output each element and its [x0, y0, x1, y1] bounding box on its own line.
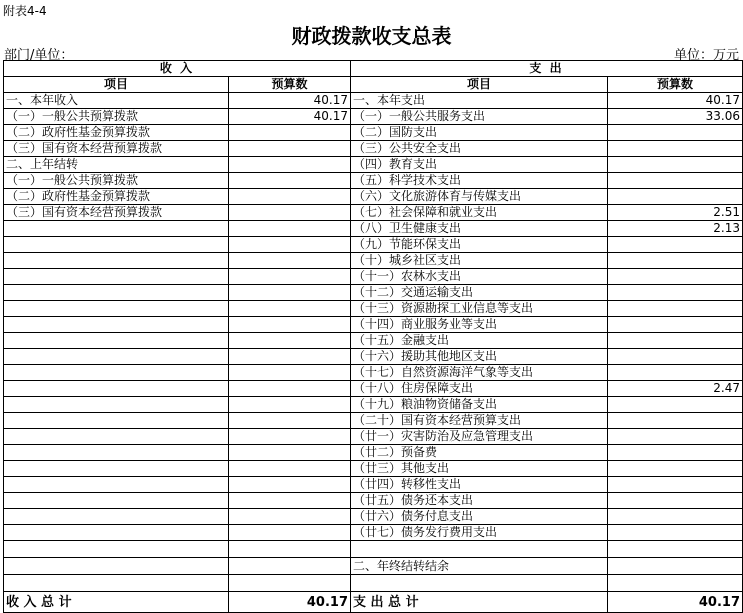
- expense-value-cell: [608, 413, 743, 429]
- income-value-cell: [229, 413, 351, 429]
- table-row: [4, 157, 743, 173]
- expense-value-cell: [608, 173, 743, 189]
- expense-item-cell: （二）国防支出: [351, 125, 608, 141]
- column-header-row: [4, 77, 743, 93]
- income-item-cell: [4, 461, 229, 477]
- income-value-cell: [229, 477, 351, 493]
- income-value-cell: [229, 157, 351, 173]
- expense-item-cell: （廿四）转移性支出: [351, 477, 608, 493]
- expense-item-cell: （十七）自然资源海洋气象等支出: [351, 365, 608, 381]
- expense-item-cell: 二、年终结转结余: [351, 558, 608, 575]
- income-budget-header: 预算数: [229, 77, 351, 93]
- expense-value-cell: [608, 157, 743, 173]
- income-value-cell: [229, 525, 351, 541]
- expense-budget-header: 预算数: [608, 77, 743, 93]
- income-item-cell: [4, 493, 229, 509]
- income-item-cell: [4, 285, 229, 301]
- income-value-cell: [229, 253, 351, 269]
- income-item-cell: [4, 509, 229, 525]
- expense-item-cell: （廿七）债务发行费用支出: [351, 525, 608, 541]
- expense-value-cell: [608, 397, 743, 413]
- expense-value-cell: [608, 189, 743, 205]
- unit-label: 单位：万元: [673, 48, 739, 63]
- income-item-cell: （二）政府性基金预算拨款: [4, 125, 229, 141]
- expense-item-cell: （廿一）灾害防治及应急管理支出: [351, 429, 608, 445]
- expense-item-cell: （十三）资源勘探工业信息等支出: [351, 301, 608, 317]
- expense-value-cell: 2.13: [608, 221, 743, 237]
- expense-total-value: 40.17: [608, 592, 743, 613]
- table-row: [4, 141, 743, 157]
- expense-item-cell: （三）公共安全支出: [351, 141, 608, 157]
- income-item-cell: [4, 397, 229, 413]
- income-value-cell: [229, 381, 351, 397]
- income-item-cell: [4, 445, 229, 461]
- table-row: [4, 269, 743, 285]
- expense-total-label: 支 出 总 计: [351, 592, 608, 613]
- table-row: [4, 189, 743, 205]
- expense-item-cell: （七）社会保障和就业支出: [351, 205, 608, 221]
- income-item-cell: [4, 333, 229, 349]
- table-row: [4, 317, 743, 333]
- income-total-value: 40.17: [229, 592, 351, 613]
- table-row: [4, 109, 743, 125]
- expense-value-cell: 33.06: [608, 109, 743, 125]
- table-row: [4, 509, 743, 525]
- income-value-cell: [229, 317, 351, 333]
- expense-group-header: 支 出: [351, 61, 743, 77]
- table-row: [4, 365, 743, 381]
- income-value-cell: [229, 189, 351, 205]
- expense-value-cell: 2.51: [608, 205, 743, 221]
- expense-value-cell: 40.17: [608, 93, 743, 109]
- income-value-cell: [229, 365, 351, 381]
- income-item-cell: [4, 541, 229, 558]
- income-item-cell: [4, 429, 229, 445]
- expense-item-cell: （十一）农林水支出: [351, 269, 608, 285]
- expense-item-cell: （四）教育支出: [351, 157, 608, 173]
- table-row: [4, 413, 743, 429]
- expense-item-cell: （廿二）预备费: [351, 445, 608, 461]
- table-row: [4, 575, 743, 592]
- income-item-header: 项目: [4, 77, 229, 93]
- income-item-cell: （一）一般公共预算拨款: [4, 109, 229, 125]
- income-value-cell: 40.17: [229, 109, 351, 125]
- income-value-cell: [229, 237, 351, 253]
- expense-value-cell: 2.47: [608, 381, 743, 397]
- income-item-cell: 一、本年收入: [4, 93, 229, 109]
- table-row: [4, 285, 743, 301]
- income-value-cell: [229, 541, 351, 558]
- expense-item-cell: （二十）国有资本经营预算支出: [351, 413, 608, 429]
- income-value-cell: [229, 333, 351, 349]
- expense-item-cell: （五）科学技术支出: [351, 173, 608, 189]
- expense-item-cell: [351, 575, 608, 592]
- income-item-cell: [4, 221, 229, 237]
- expense-item-cell: （九）节能环保支出: [351, 237, 608, 253]
- expense-item-cell: （八）卫生健康支出: [351, 221, 608, 237]
- table-row: [4, 493, 743, 509]
- income-item-cell: [4, 237, 229, 253]
- expense-value-cell: [608, 125, 743, 141]
- table-row: [4, 558, 743, 575]
- income-item-cell: （三）国有资本经营预算拨款: [4, 205, 229, 221]
- income-item-cell: [4, 558, 229, 575]
- income-item-cell: [4, 381, 229, 397]
- income-value-cell: [229, 493, 351, 509]
- table-row: [4, 237, 743, 253]
- expense-value-cell: [608, 445, 743, 461]
- expense-item-cell: （十四）商业服务业等支出: [351, 317, 608, 333]
- income-item-cell: [4, 477, 229, 493]
- expense-value-cell: [608, 349, 743, 365]
- expense-value-cell: [608, 541, 743, 558]
- income-value-cell: 40.17: [229, 93, 351, 109]
- expense-value-cell: [608, 558, 743, 575]
- expense-item-cell: （六）文化旅游体育与传媒支出: [351, 189, 608, 205]
- expense-value-cell: [608, 237, 743, 253]
- income-item-cell: [4, 269, 229, 285]
- income-value-cell: [229, 558, 351, 575]
- table-row: [4, 525, 743, 541]
- table-row: [4, 93, 743, 109]
- expense-item-cell: （十九）粮油物资储备支出: [351, 397, 608, 413]
- income-value-cell: [229, 461, 351, 477]
- table-row: [4, 173, 743, 189]
- table-row: [4, 205, 743, 221]
- income-value-cell: [229, 397, 351, 413]
- expense-value-cell: [608, 461, 743, 477]
- income-value-cell: [229, 269, 351, 285]
- expense-value-cell: [608, 285, 743, 301]
- table-row: [4, 349, 743, 365]
- expense-item-cell: （廿六）债务付息支出: [351, 509, 608, 525]
- income-value-cell: [229, 205, 351, 221]
- expense-value-cell: [608, 429, 743, 445]
- table-row: [4, 429, 743, 445]
- income-item-cell: [4, 301, 229, 317]
- expense-item-cell: （廿三）其他支出: [351, 461, 608, 477]
- expense-item-cell: （十）城乡社区支出: [351, 253, 608, 269]
- expense-value-cell: [608, 253, 743, 269]
- income-group-header: 收 入: [4, 61, 351, 77]
- income-item-cell: [4, 317, 229, 333]
- income-item-cell: （三）国有资本经营预算拨款: [4, 141, 229, 157]
- income-item-cell: 二、上年结转: [4, 157, 229, 173]
- table-row: [4, 125, 743, 141]
- expense-value-cell: [608, 477, 743, 493]
- page-title: 财政拨款收支总表: [291, 24, 452, 48]
- expense-value-cell: [608, 509, 743, 525]
- income-item-cell: [4, 253, 229, 269]
- total-row: [4, 592, 743, 613]
- income-value-cell: [229, 349, 351, 365]
- income-value-cell: [229, 509, 351, 525]
- table-row: [4, 541, 743, 558]
- dept-label: 部门/单位：: [4, 48, 74, 63]
- expense-value-cell: [608, 333, 743, 349]
- table-row: [4, 477, 743, 493]
- income-value-cell: [229, 301, 351, 317]
- income-value-cell: [229, 285, 351, 301]
- expense-item-cell: 一、本年支出: [351, 93, 608, 109]
- expense-item-cell: （十五）金融支出: [351, 333, 608, 349]
- expense-item-cell: （一）一般公共服务支出: [351, 109, 608, 125]
- table-row: [4, 333, 743, 349]
- expense-value-cell: [608, 493, 743, 509]
- income-item-cell: [4, 525, 229, 541]
- income-value-cell: [229, 445, 351, 461]
- income-total-label: 收 入 总 计: [4, 592, 229, 613]
- expense-value-cell: [608, 365, 743, 381]
- expense-item-cell: （廿五）债务还本支出: [351, 493, 608, 509]
- table-row: [4, 301, 743, 317]
- expense-item-cell: （十二）交通运输支出: [351, 285, 608, 301]
- table-row: [4, 221, 743, 237]
- expense-value-cell: [608, 317, 743, 333]
- expense-item-cell: （十八）住房保障支出: [351, 381, 608, 397]
- table-row: [4, 445, 743, 461]
- expense-value-cell: [608, 269, 743, 285]
- expense-value-cell: [608, 141, 743, 157]
- expense-item-header: 项目: [351, 77, 608, 93]
- income-item-cell: [4, 575, 229, 592]
- income-item-cell: （一）一般公共预算拨款: [4, 173, 229, 189]
- expense-value-cell: [608, 575, 743, 592]
- income-value-cell: [229, 173, 351, 189]
- income-item-cell: （二）政府性基金预算拨款: [4, 189, 229, 205]
- expense-value-cell: [608, 525, 743, 541]
- income-item-cell: [4, 349, 229, 365]
- table-row: [4, 461, 743, 477]
- income-value-cell: [229, 575, 351, 592]
- table-row: [4, 397, 743, 413]
- group-header-row: [4, 61, 743, 77]
- income-item-cell: [4, 413, 229, 429]
- income-value-cell: [229, 429, 351, 445]
- table-row: [4, 381, 743, 397]
- table-row: [4, 253, 743, 269]
- budget-table: [3, 60, 743, 613]
- table-note: 附表4-4: [3, 4, 47, 18]
- income-value-cell: [229, 125, 351, 141]
- expense-value-cell: [608, 301, 743, 317]
- expense-item-cell: [351, 541, 608, 558]
- expense-item-cell: （十六）援助其他地区支出: [351, 349, 608, 365]
- income-value-cell: [229, 221, 351, 237]
- income-value-cell: [229, 141, 351, 157]
- income-item-cell: [4, 365, 229, 381]
